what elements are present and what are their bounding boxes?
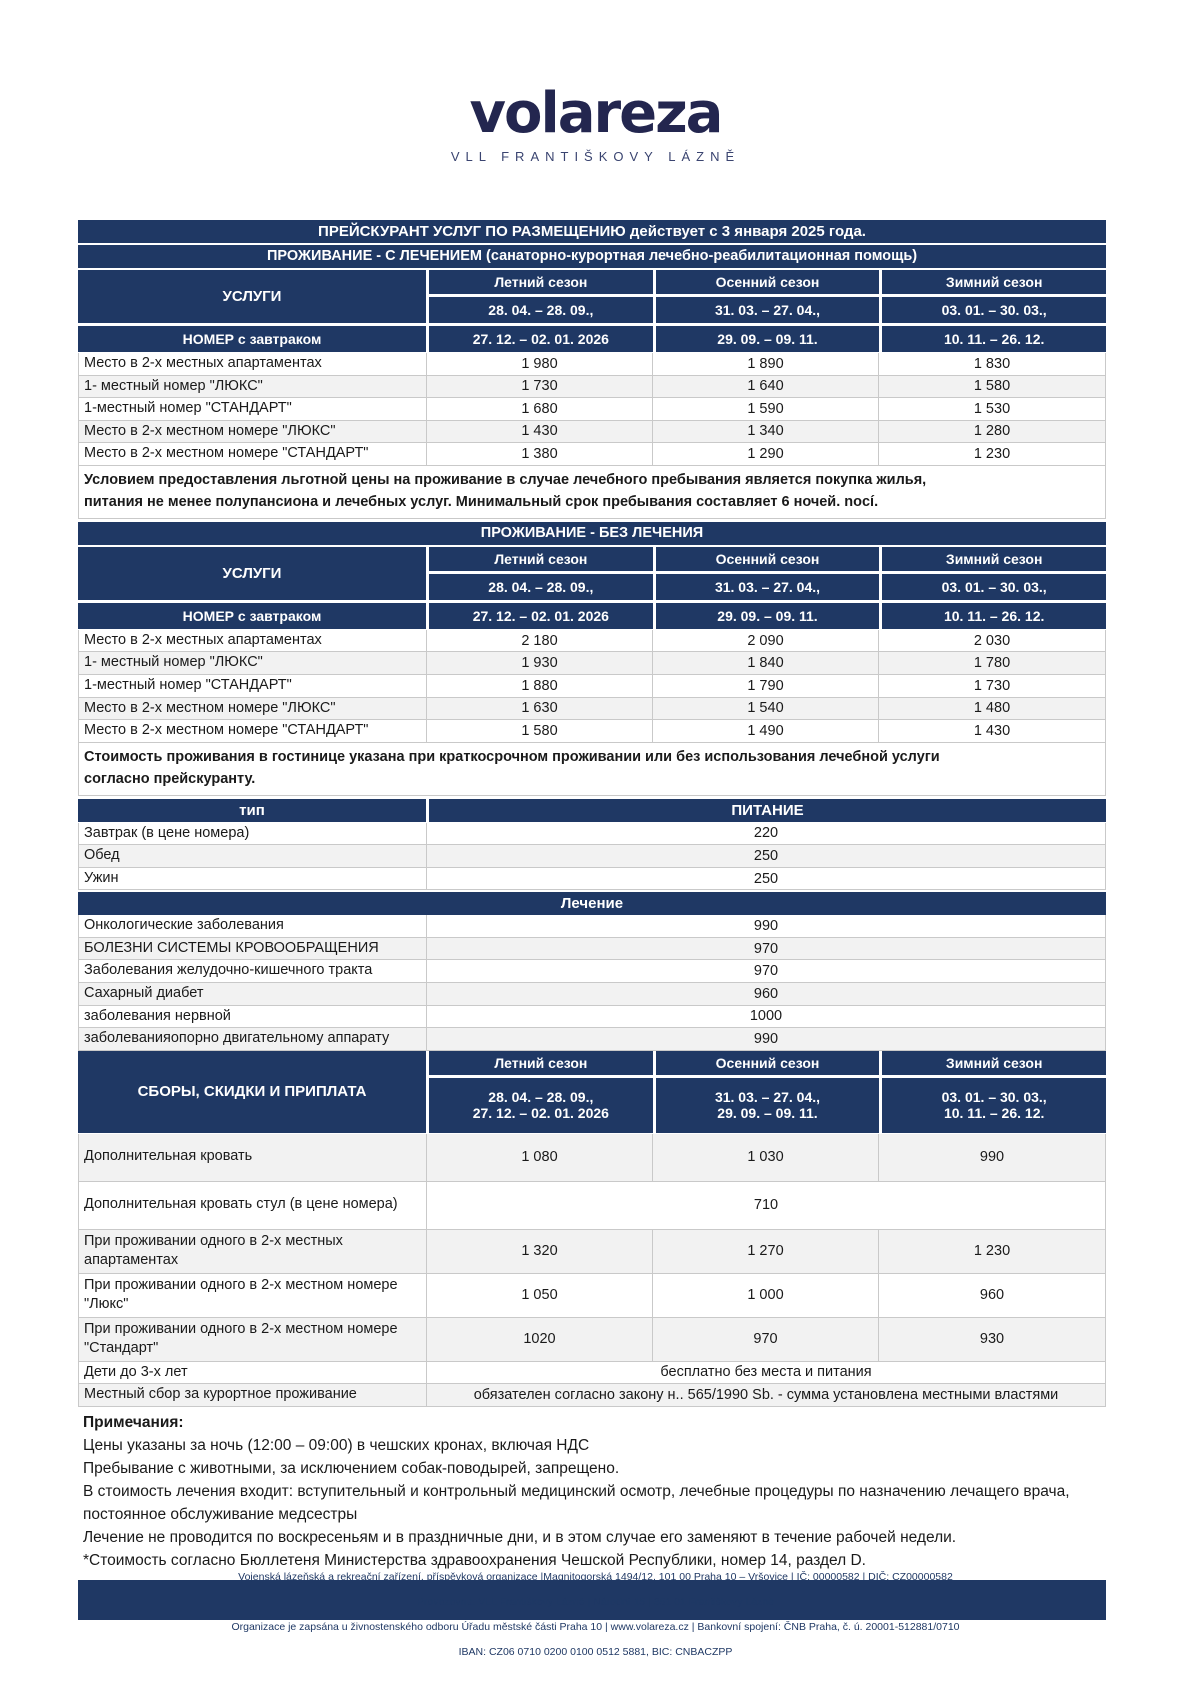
remark-line: Пребывание с животными, за исключением собак-поводырей, запрещено.	[83, 1459, 620, 1477]
season-winter-dates-2: 10. 11. – 26. 12.	[882, 603, 1106, 629]
price-cell: 1 230	[973, 1243, 1011, 1260]
row-label: Дети до 3-х лет	[79, 1362, 427, 1384]
footer	[0, 1565, 1191, 1665]
season-header-with-treatment	[78, 270, 1106, 352]
price-cell: 930	[979, 1331, 1005, 1348]
price-cell: 1 540	[653, 698, 879, 720]
row-label: 1- местный номер "ЛЮКС"	[79, 376, 427, 398]
row-label: При проживании одного в 2-х местных апартаментах	[79, 1230, 427, 1273]
price-cell: 1000	[749, 1008, 783, 1025]
season-dates-line: 29. 09. – 09. 11.	[717, 1105, 818, 1122]
price-cell: 1 590	[653, 398, 879, 420]
table-row	[78, 1028, 1106, 1051]
table-row	[78, 1182, 1106, 1230]
footer-line: Organizace je zapsána u živnostenského odboru Úřadu městské části Praha 10 | www.volareza.cz | Bankovní spojení: ČNB Praha, č. ú. 20001-512881/0710	[231, 1621, 960, 1633]
season-summer-dates-2: 27. 12. – 02. 01. 2026	[429, 326, 653, 352]
row-label: Место в 2-х местном номере "СТАНДАРТ"	[79, 443, 427, 465]
section-header-without-treatment: ПРОЖИВАНИЕ - БЕЗ ЛЕЧЕНИЯ	[78, 522, 1106, 545]
note-with-treatment	[78, 466, 1106, 519]
season-autumn-name: Осенний сезон	[656, 270, 880, 294]
price-cell: 1 730	[427, 376, 653, 398]
table-row	[78, 823, 1106, 846]
table-row	[78, 915, 1106, 938]
section-header-treatment: Лечение	[78, 892, 1106, 915]
note-line: Условием предоставления льготной цены на проживание в случае лечебного пребывания является покупка жилья,	[84, 471, 927, 488]
note-without-treatment	[78, 743, 1106, 796]
price-cell: 1 320	[427, 1230, 653, 1273]
price-cell: 1 830	[973, 355, 1011, 372]
table-row	[78, 960, 1106, 983]
price-cell-merged: обязателен согласно закону н.. 565/1990 Sb. - сумма установлена местными властями	[473, 1387, 1059, 1404]
services-header: УСЛУГИ	[78, 270, 426, 323]
price-cell: 1 230	[973, 446, 1011, 463]
row-label: При проживании одного в 2-х местном номере "Люкс"	[79, 1274, 427, 1317]
price-cell: 1 730	[973, 677, 1011, 694]
price-cell: 1 480	[973, 700, 1011, 717]
row-label: БОЛЕЗНИ СИСТЕМЫ КРОВООБРАЩЕНИЯ	[79, 938, 427, 960]
footer-line: Provozovna: VLL Františkovy Lázně | Národní 15 | 351 01 Františkovy Lázně	[416, 1596, 774, 1608]
row-label: Дополнительная кровать	[79, 1134, 427, 1181]
season-summer-name: Летний сезон	[429, 270, 653, 294]
price-cell: 1 290	[653, 443, 879, 465]
season-dates-line: 27. 12. – 02. 01. 2026	[472, 1105, 609, 1122]
season-autumn-dates-1: 31. 03. – 27. 04.,	[656, 297, 880, 323]
table-row	[78, 1230, 1106, 1274]
season-dates-line: 28. 04. – 28. 09.,	[488, 1089, 594, 1106]
price-cell: 990	[753, 1030, 779, 1047]
price-cell: 1 840	[653, 652, 879, 674]
season-winter-dates-2: 10. 11. – 26. 12.	[882, 326, 1106, 352]
price-cell: 220	[753, 825, 779, 842]
price-cell: 1 030	[653, 1134, 879, 1181]
season-autumn-dates-2: 29. 09. – 09. 11.	[656, 603, 880, 629]
price-cell: 970	[753, 963, 779, 980]
price-cell: 1 680	[427, 398, 653, 420]
price-cell: 1 270	[653, 1230, 879, 1273]
note-line: согласно прейскуранту.	[84, 770, 256, 787]
price-cell: 1020	[427, 1318, 653, 1361]
price-cell: 990	[979, 1149, 1005, 1166]
price-cell: 1 430	[427, 421, 653, 443]
table-row	[78, 652, 1106, 675]
remark-line: Цены указаны за ночь (12:00 – 09:00) в чешских кронах, включая НДС	[83, 1436, 590, 1454]
price-cell: 2 180	[427, 630, 653, 652]
table-row	[78, 421, 1106, 444]
row-label: 1-местный номер "СТАНДАРТ"	[79, 675, 427, 697]
table-row	[78, 1274, 1106, 1318]
season-autumn-dates-2: 29. 09. – 09. 11.	[656, 326, 880, 352]
price-cell: 1 380	[427, 443, 653, 465]
room-with-breakfast-header: НОМЕР с завтраком	[78, 603, 426, 629]
price-cell-merged: 710	[753, 1197, 779, 1214]
price-cell: 250	[753, 870, 779, 887]
season-winter-name: Зимний сезон	[882, 1051, 1106, 1075]
remarks-title: Примечания:	[83, 1413, 184, 1431]
season-winter-name: Зимний сезон	[882, 270, 1106, 294]
row-label: Ужин	[79, 868, 427, 890]
season-summer-name: Летний сезон	[429, 547, 653, 571]
services-header: УСЛУГИ	[78, 547, 426, 600]
meals-header	[78, 799, 1106, 822]
price-cell: 1 580	[427, 720, 653, 742]
season-dates-line: 10. 11. – 26. 12.	[943, 1105, 1045, 1122]
table-row	[78, 1134, 1106, 1182]
table-row	[78, 443, 1106, 466]
table-row	[78, 1318, 1106, 1362]
row-label: При проживании одного в 2-х местном номере "Стандарт"	[79, 1318, 427, 1361]
season-summer-dates-2: 27. 12. – 02. 01. 2026	[429, 603, 653, 629]
table-row	[78, 983, 1106, 1006]
price-cell: 960	[753, 985, 779, 1002]
row-label: заболеванияопорно двигательному аппарату	[79, 1028, 427, 1050]
remark-line: *Стоимость согласно Бюллетеня Министерства здравоохранения Чешской Республики, номер 14, раздел D.	[83, 1551, 866, 1569]
season-winter-dates	[882, 1078, 1106, 1133]
row-label: 1-местный номер "СТАНДАРТ"	[79, 398, 427, 420]
price-cell-merged: бесплатно без места и питания	[660, 1364, 872, 1381]
table-row	[78, 1362, 1106, 1385]
table-row	[78, 868, 1106, 891]
price-cell: 1 490	[653, 720, 879, 742]
season-dates-line: 03. 01. – 30. 03.,	[941, 1089, 1047, 1106]
document-body	[78, 220, 1106, 1620]
fees-title: СБОРЫ, СКИДКИ И ПРИПЛАТА	[78, 1051, 426, 1133]
price-cell: 1 430	[973, 722, 1011, 739]
logo	[0, 81, 1191, 164]
season-summer-name: Летний сезон	[429, 1051, 653, 1075]
row-label: Место в 2-х местных апартаментах	[79, 630, 427, 652]
table-row	[78, 698, 1106, 721]
row-label: Обед	[79, 845, 427, 867]
room-with-breakfast-header: НОМЕР с завтраком	[78, 326, 426, 352]
season-winter-name: Зимний сезон	[882, 547, 1106, 571]
logo-brand-text: volareza	[469, 81, 722, 146]
price-cell: 970	[753, 940, 779, 957]
price-cell: 1 790	[653, 675, 879, 697]
remark-line: В стоимость лечения входит: вступительный и контрольный медицинский осмотр, лечебные процедуры по назначению лечащего врача, постоянное обслуживание медсестры	[83, 1482, 1070, 1523]
price-cell: 990	[753, 918, 779, 935]
price-cell: 250	[753, 847, 779, 864]
row-label: Завтрак (в цене номера)	[79, 823, 427, 845]
season-dates-line: 31. 03. – 27. 04.,	[714, 1089, 821, 1106]
price-cell: 1 880	[427, 675, 653, 697]
price-cell: 960	[979, 1287, 1005, 1304]
row-label: Место в 2-х местном номере "ЛЮКС"	[79, 698, 427, 720]
season-autumn-name: Осенний сезон	[656, 1051, 880, 1075]
season-autumn-dates-1: 31. 03. – 27. 04.,	[656, 574, 880, 600]
price-cell: 2 030	[973, 632, 1011, 649]
table-row	[78, 720, 1106, 743]
price-cell: 1 050	[427, 1274, 653, 1317]
row-label: Сахарный диабет	[79, 983, 427, 1005]
section-header-with-treatment: ПРОЖИВАНИЕ - С ЛЕЧЕНИЕМ (санаторно-курортная лечебно-реабилитационная помощь)	[78, 245, 1106, 268]
table-row	[78, 398, 1106, 421]
row-label: Место в 2-х местном номере "СТАНДАРТ"	[79, 720, 427, 742]
table-row	[78, 630, 1106, 653]
meal-type-header: тип	[78, 799, 426, 822]
price-cell: 2 090	[653, 630, 879, 652]
price-cell: 1 080	[427, 1134, 653, 1181]
price-cell: 1 780	[973, 655, 1011, 672]
season-autumn-dates	[656, 1078, 880, 1133]
table-row	[78, 376, 1106, 399]
remark-line: Лечение не проводится по воскресеньям и в праздничные дни, и в этом случае его заменяют в течение рабочей недели.	[83, 1528, 957, 1546]
row-label: заболевания нервной	[79, 1006, 427, 1028]
row-label: Дополнительная кровать стул (в цене номера)	[79, 1182, 427, 1229]
price-cell: 1 530	[973, 400, 1011, 417]
season-header-without-treatment	[78, 547, 1106, 629]
season-autumn-name: Осенний сезон	[656, 547, 880, 571]
table-row	[78, 1384, 1106, 1407]
price-cell: 1 630	[427, 698, 653, 720]
season-winter-dates-1: 03. 01. – 30. 03.,	[882, 297, 1106, 323]
footer-line: Vojenská lázeňská a rekreační zařízení, příspěvková organizace |Magnitogorská 1494/12, 101 00 Praha 10 – Vršovice | IČ: 00000582 | DIČ: CZ00000582	[238, 1571, 953, 1583]
row-label: Онкологические заболевания	[79, 915, 427, 937]
season-header-fees	[78, 1051, 1106, 1133]
row-label: Место в 2-х местных апартаментах	[79, 353, 427, 375]
remarks-block	[78, 1407, 1106, 1578]
season-summer-dates-1: 28. 04. – 28. 09.,	[429, 574, 653, 600]
price-cell: 1 000	[653, 1274, 879, 1317]
price-cell: 1 640	[653, 376, 879, 398]
row-label: Место в 2-х местном номере "ЛЮКС"	[79, 421, 427, 443]
row-label: Заболевания желудочно-кишечного тракта	[79, 960, 427, 982]
price-cell: 1 580	[973, 378, 1011, 395]
table-row	[78, 938, 1106, 961]
note-line: питания не менее полупансиона и лечебных услуг. Минимальный срок пребывания составляет 6 ночей. nocí.	[84, 493, 879, 510]
price-cell: 1 890	[653, 353, 879, 375]
logo-subtitle: VLL FRANTIŠKOVY LÁZNĚ	[450, 149, 741, 164]
price-cell: 1 930	[427, 652, 653, 674]
price-cell: 1 340	[653, 421, 879, 443]
season-summer-dates-1: 28. 04. – 28. 09.,	[429, 297, 653, 323]
meals-title: ПИТАНИЕ	[429, 799, 1106, 822]
table-row	[78, 845, 1106, 868]
table-row	[78, 353, 1106, 376]
price-cell: 1 980	[427, 353, 653, 375]
price-cell: 970	[653, 1318, 879, 1361]
note-line: Стоимость проживания в гостинице указана при краткосрочном проживании или без использования лечебной услуги	[84, 748, 940, 765]
price-cell: 1 280	[973, 423, 1011, 440]
row-label: 1- местный номер "ЛЮКС"	[79, 652, 427, 674]
row-label: Местный сбор за курортное проживание	[79, 1384, 427, 1406]
page-title: ПРЕЙСКУРАНТ УСЛУГ ПО РАЗМЕЩЕНИЮ действует с 3 января 2025 года.	[78, 220, 1106, 243]
table-row	[78, 675, 1106, 698]
footer-line: IBAN: CZ06 0710 0200 0100 0512 5881, BIC: CNBACZPP	[458, 1646, 733, 1658]
season-summer-dates	[429, 1078, 653, 1133]
table-row	[78, 1006, 1106, 1029]
season-winter-dates-1: 03. 01. – 30. 03.,	[882, 574, 1106, 600]
